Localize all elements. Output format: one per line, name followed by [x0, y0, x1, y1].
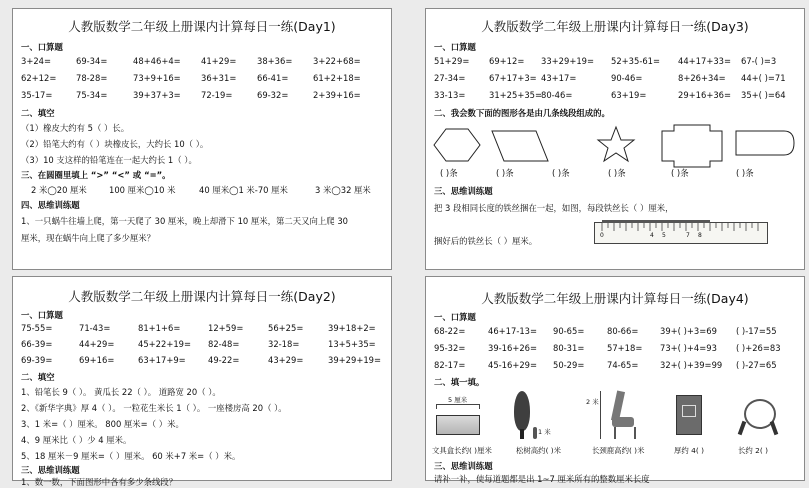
giraffe-legs: [614, 427, 636, 439]
problem: 72-19=: [201, 90, 233, 100]
caption-blank: 松树高约( )米: [516, 446, 562, 455]
answer-blank: ( )条: [440, 168, 458, 178]
measurement-label: 2 米: [586, 398, 599, 406]
problem: 73+9+16=: [133, 73, 181, 83]
book-spine-mark: [682, 405, 696, 417]
ruler-tick-label: 4: [650, 232, 654, 239]
rounded-rect-shape: [736, 131, 794, 155]
problem: 73+( )+4=93: [660, 343, 717, 353]
section-heading: 一、口算题: [21, 310, 63, 320]
section-heading: 三、思维训练题: [434, 186, 493, 196]
problem: 51+29=: [434, 56, 470, 66]
word-problem-line: 请补一补，使每道题都是出 1~7 厘米所有的整数厘米长度: [434, 474, 650, 484]
answer-blank: ( )条: [736, 168, 754, 178]
problem: 41+29=: [201, 56, 237, 66]
worksheet-title: 人教版数学二年级上册课内计算每日一练(Day2): [68, 289, 336, 304]
problem: 31+25+35=: [489, 90, 543, 100]
problem: 80-46=: [541, 90, 573, 100]
answer-blank: ( )条: [496, 168, 514, 178]
caption-blank: 长颈鹿高约( )米: [592, 446, 645, 455]
rope-handle-right: [770, 421, 779, 436]
worksheet-title: 人教版数学二年级上册课内计算每日一练(Day3): [481, 19, 749, 34]
ruler-tick-label: 0: [600, 232, 604, 239]
pencil-case-illustration: [434, 395, 482, 439]
problem: 49-22=: [208, 355, 240, 365]
cross-shape: [662, 125, 722, 167]
problem: 82-48=: [208, 339, 240, 349]
jump-rope-illustration: [738, 395, 782, 439]
problem: 68-22=: [434, 326, 466, 336]
section-heading: 三、在圆圈里填上 “>” “<” 或 “=”。: [21, 170, 171, 180]
section-heading: 一、口算题: [21, 42, 63, 52]
problem: 75-55=: [21, 323, 53, 333]
answer-blank: ( )条: [671, 168, 689, 178]
problem: 36+31=: [201, 73, 237, 83]
tree-trunk: [520, 429, 524, 439]
measurement-label: 5 厘米: [448, 396, 468, 404]
problem: 2+39+16=: [313, 90, 361, 100]
ruler-illustration: [594, 216, 766, 244]
worksheet-day3: [425, 8, 805, 270]
ruler-tick-label: 5: [662, 232, 666, 239]
problem: 69-32=: [257, 90, 289, 100]
problem: 32-18=: [268, 339, 300, 349]
problem: 8+26+34=: [678, 73, 726, 83]
word-problem-line: 厘米，现在蜗牛向上爬了多少厘米？: [21, 233, 155, 243]
problem: 27-34=: [434, 73, 466, 83]
problem: 35-17=: [21, 90, 53, 100]
problem: 75-34=: [76, 90, 108, 100]
worksheet-day1: [12, 8, 392, 270]
problem: 62+12=: [21, 73, 57, 83]
problem: 69+12=: [489, 56, 525, 66]
problem: 46+17-13=: [488, 326, 538, 336]
worksheet-day4: [425, 276, 805, 484]
problem: 3+24=: [21, 56, 52, 66]
fill-blank-question: 5、18 厘米－9 厘米=（ ）厘米。 60 米+7 米=（ ）米。: [21, 451, 241, 461]
problem: 80-31=: [553, 343, 585, 353]
problem: 81+1+6=: [138, 323, 181, 333]
problem: 43+17=: [541, 73, 577, 83]
giraffe-body: [612, 417, 634, 427]
quadrilateral-shape: [492, 131, 548, 161]
problem: 56+25=: [268, 323, 304, 333]
person-figure: [533, 427, 537, 439]
problem: 43+29=: [268, 355, 304, 365]
problem: 39+29+19=: [328, 355, 382, 365]
section-heading: 二、填空: [21, 372, 55, 382]
problem: 3+22+68=: [313, 56, 361, 66]
problem: 39+( )+3=69: [660, 326, 717, 336]
problem: 45+22+19=: [138, 339, 192, 349]
section-heading: 二、我会数下面的图形各是由几条线段组成的。: [434, 108, 610, 118]
problem: 66-39=: [21, 339, 53, 349]
problem: 57+18=: [607, 343, 643, 353]
problem: 50-29=: [553, 360, 585, 370]
problem: 45-16+29=: [488, 360, 538, 370]
worksheet-title: 人教版数学二年级上册课内计算每日一练(Day4): [481, 291, 749, 306]
measurement-label: 1 米: [538, 428, 551, 436]
problem: 39+18+2=: [328, 323, 376, 333]
worksheet-title: 人教版数学二年级上册课内计算每日一练(Day1): [68, 19, 336, 34]
shape-figures: [426, 121, 806, 171]
word-problem-line: 1、一只蜗牛往墙上爬，第一天爬了 30 厘米，晚上却滑下 10 厘米，第二天又向上爬 30: [21, 216, 348, 226]
pine-tree-illustration: [508, 389, 552, 441]
ruler-tick-label: 7: [686, 232, 690, 239]
answer-blank: ( )条: [552, 168, 570, 178]
measure-line: [600, 391, 601, 439]
problem: 71-43=: [79, 323, 111, 333]
caption-blank: 长约 2( ): [738, 446, 768, 455]
giraffe-illustration: [586, 389, 646, 441]
fill-blank-question: （3）10 支这样的铅笔连在一起大约长 1（ ）。: [21, 155, 197, 165]
measure-bracket: [436, 404, 480, 409]
problem: ( )+26=83: [736, 343, 781, 353]
section-heading: 一、口算题: [434, 42, 476, 52]
problem: 52+35-61=: [611, 56, 661, 66]
problem: 82-17=: [434, 360, 466, 370]
problem: 39+37+3=: [133, 90, 181, 100]
problem: 48+46+4=: [133, 56, 181, 66]
problem: 80-66=: [607, 326, 639, 336]
worksheet-day2: [12, 276, 392, 487]
problem: 78-28=: [76, 73, 108, 83]
fill-blank-question: 3、1 米=（ ）厘米。 800 厘米=（ ）米。: [21, 419, 184, 429]
problem: 32+( )+39=99: [660, 360, 723, 370]
comparison-item: 3 米◯32 厘米: [315, 185, 371, 195]
problem: 39-16+26=: [488, 343, 538, 353]
problem: 69+16=: [79, 355, 115, 365]
word-problem-line: 捆好后的铁丝长（ ）厘米。: [434, 236, 538, 246]
section-heading: 三、思维训练题: [434, 461, 493, 471]
fill-blank-question: 1、铅笔长 9（ ）。 黄瓜长 22（ ）。 道路宽 20（ ）。: [21, 387, 221, 397]
problem: 95-32=: [434, 343, 466, 353]
problem: 63+17+9=: [138, 355, 186, 365]
problem: 38+36=: [257, 56, 293, 66]
problem: 29+16+36=: [678, 90, 732, 100]
hexagon-shape: [434, 129, 480, 161]
pencil-case-box: [436, 415, 480, 435]
section-heading: 三、思维训练题: [21, 465, 80, 475]
star-shape: [598, 127, 634, 161]
word-problem-line: 把 3 段相同长度的铁丝捆在一起，如图，每段铁丝长（ ）厘米，: [434, 203, 674, 213]
comparison-item: 2 米◯20 厘米: [31, 185, 87, 195]
section-heading: 四、思维训练题: [21, 200, 80, 210]
problem: 90-46=: [611, 73, 643, 83]
answer-blank: ( )条: [608, 168, 626, 178]
book-illustration: [676, 395, 704, 437]
rope-handle-left: [738, 421, 747, 436]
problem: 69-34=: [76, 56, 108, 66]
comparison-item: 100 厘米◯10 米: [109, 185, 176, 195]
problem: 12+59=: [208, 323, 244, 333]
problem: 33-13=: [434, 90, 466, 100]
caption-blank: 文具盒长约( )厘米: [432, 446, 492, 455]
problem: 35+( )=64: [741, 90, 786, 100]
problem: 63+19=: [611, 90, 647, 100]
problem: 44+( )=71: [741, 73, 786, 83]
fill-blank-question: 2、《新华字典》厚 4（ ）。 一粒花生米长 1（ ）。 一座楼房高 20（ ）。: [21, 403, 287, 413]
section-heading: 二、填一填。: [434, 377, 485, 387]
problem: 90-65=: [553, 326, 585, 336]
tree-crown: [514, 391, 530, 431]
problem: ( )-17=55: [736, 326, 777, 336]
problem: 67+17+3=: [489, 73, 537, 83]
caption-blank: 厚约 4( ): [674, 446, 704, 455]
fill-blank-question: （1）橡皮大约有 5（ ）长。: [21, 123, 130, 133]
problem: 33+29+19=: [541, 56, 595, 66]
fill-blank-question: 4、9 厘米比（ ）少 4 厘米。: [21, 435, 132, 445]
problem: 66-41=: [257, 73, 289, 83]
ruler-tick-label: 8: [698, 232, 702, 239]
problem: 61+2+18=: [313, 73, 361, 83]
section-heading: 二、填空: [21, 108, 55, 118]
problem: 44+17+33=: [678, 56, 732, 66]
problem: 74-65=: [607, 360, 639, 370]
problem: 69-39=: [21, 355, 53, 365]
problem: 67-( )=3: [741, 56, 777, 66]
section-heading: 一、口算题: [434, 312, 476, 322]
problem: 13+5+35=: [328, 339, 376, 349]
word-problem-line: 1、数一数，下面图形中各有多少条线段？: [21, 477, 178, 487]
ruler-ticks: [594, 216, 766, 244]
problem: 44+29=: [79, 339, 115, 349]
fill-blank-question: （2）铅笔大约有（ ）块橡皮长，大约长 10（ ）。: [21, 139, 209, 149]
comparison-item: 40 厘米◯1 米-70 厘米: [199, 185, 288, 195]
problem: ( )-27=65: [736, 360, 777, 370]
